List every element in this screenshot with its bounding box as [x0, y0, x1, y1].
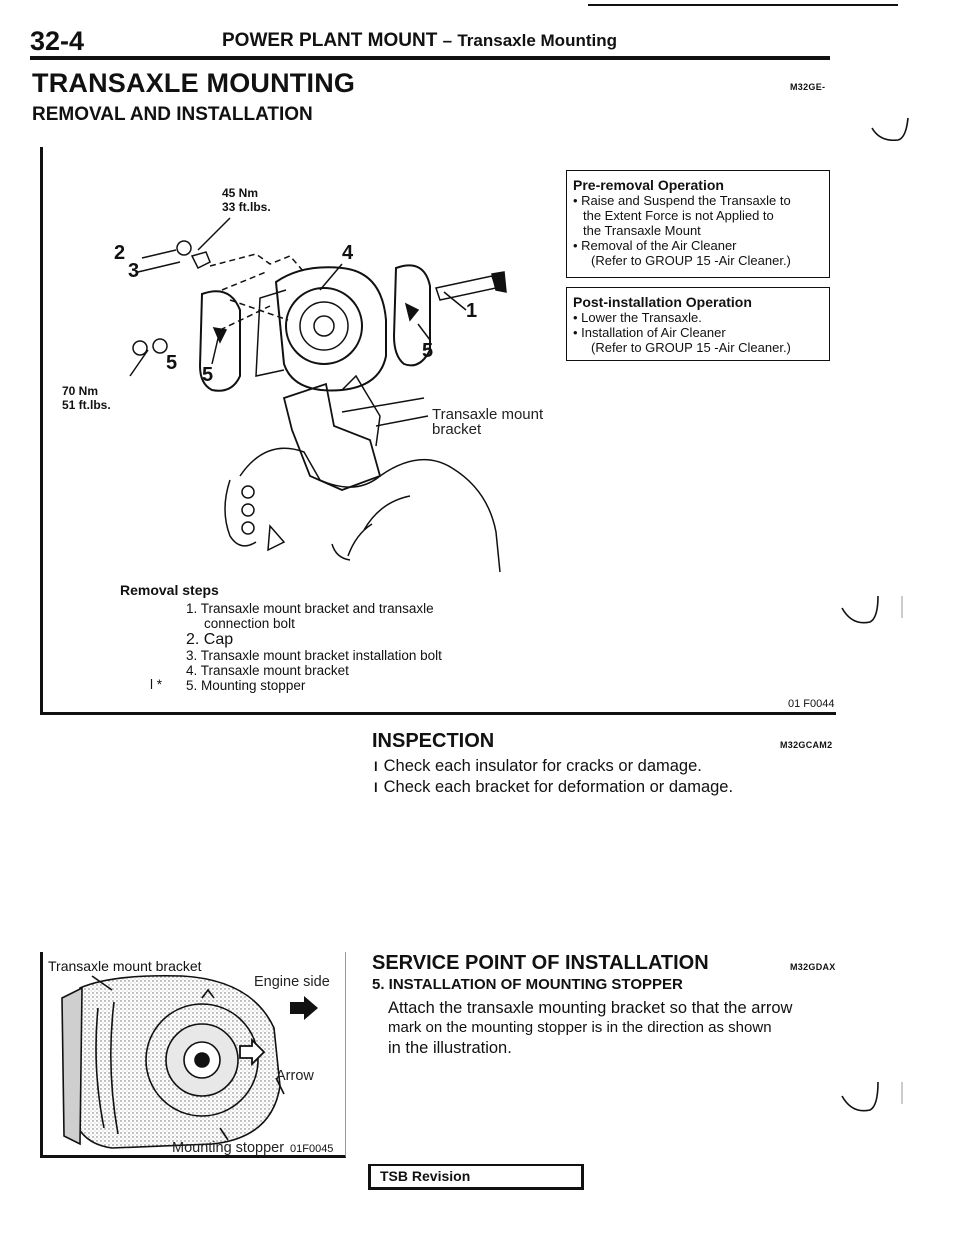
service-point-title: SERVICE POINT OF INSTALLATION	[372, 952, 709, 974]
mounting-stopper-illustration	[52, 968, 342, 1154]
tsb-revision-label: TSB Revision	[380, 1168, 471, 1184]
binder-mark-icon	[868, 112, 918, 152]
post-installation-title: Post-installation Operation	[573, 294, 752, 310]
running-title-sub: Transaxle Mounting	[457, 31, 617, 50]
removal-steps-list	[186, 601, 526, 693]
removal-step: connection bolt	[204, 616, 295, 631]
post-installation-line-3: (Refer to GROUP 15 -Air Cleaner.)	[591, 340, 791, 355]
torque-left	[62, 384, 111, 412]
header-rule	[30, 56, 830, 60]
callout-5-left: 5	[202, 364, 214, 386]
service-body-line: mark on the mounting stopper is in the direction as shown	[388, 1019, 772, 1036]
inspection-title: INSPECTION	[372, 730, 495, 752]
tsb-revision-box	[368, 1164, 584, 1190]
header-top-rule	[588, 4, 898, 6]
service-body-line: in the illustration.	[388, 1039, 512, 1057]
figure2-bracket-label: Transaxle mount bracket	[48, 958, 202, 974]
bracket-label-line2: bracket	[432, 421, 482, 438]
torque-top-ftlbs: 33 ft.lbs.	[222, 200, 271, 214]
section-title: TRANSAXLE MOUNTING	[32, 68, 356, 98]
section-subtitle: REMOVAL AND INSTALLATION	[32, 104, 313, 125]
pre-removal-line-3: the Transaxle Mount	[583, 223, 701, 238]
figure-frame-left	[40, 147, 43, 715]
bracket-label-line1: Transaxle mount	[432, 406, 544, 423]
callout-5-bottom: 5	[166, 352, 178, 374]
section-code: M32GE-	[790, 82, 826, 92]
pre-removal-box	[566, 170, 830, 278]
torque-top-nm: 45 Nm	[222, 186, 259, 200]
figure1-code: 01 F0044	[788, 698, 835, 710]
running-title	[222, 30, 617, 52]
binder-mark-icon	[840, 1076, 910, 1126]
removal-step-marker: l *	[150, 677, 163, 692]
post-installation-line-2: • Installation of Air Cleaner	[573, 325, 726, 340]
pre-removal-title: Pre-removal Operation	[573, 177, 724, 193]
removal-step: 4. Transaxle mount bracket	[186, 663, 349, 678]
running-title-main: POWER PLANT MOUNT	[222, 30, 438, 51]
bracket-label	[432, 407, 543, 437]
service-body	[388, 998, 838, 1058]
figure2-code: 01F0045	[290, 1143, 334, 1155]
figure2-stopper-label: Mounting stopper	[172, 1140, 285, 1156]
callout-5-right: 5	[422, 340, 434, 362]
removal-steps-title: Removal steps	[120, 582, 219, 598]
inspection-code: M32GCAM2	[780, 740, 833, 750]
figure2-arrow-label: Arrow	[276, 1068, 314, 1084]
pre-removal-line-4: • Removal of the Air Cleaner	[573, 238, 737, 253]
inspection-item-text: Check each bracket for deformation or damage.	[383, 778, 734, 796]
pre-removal-line-1: • Raise and Suspend the Transaxle to	[573, 193, 791, 208]
callout-4: 4	[342, 242, 354, 264]
binder-mark-icon	[840, 588, 910, 638]
inspection-list	[374, 756, 834, 798]
service-step-title: 5. INSTALLATION OF MOUNTING STOPPER	[372, 976, 683, 993]
list-item	[374, 756, 834, 777]
list-item	[374, 777, 834, 798]
removal-step: 5. Mounting stopper	[186, 678, 306, 693]
callout-3: 3	[128, 260, 140, 282]
transaxle-mount-exploded-illustration	[80, 180, 540, 580]
torque-left-ftlbs: 51 ft.lbs.	[62, 398, 111, 412]
removal-step: 1. Transaxle mount bracket and transaxle	[186, 601, 434, 616]
post-installation-box	[566, 287, 830, 361]
bullet-icon: l	[374, 759, 378, 774]
running-title-dash: –	[442, 31, 453, 50]
torque-left-nm: 70 Nm	[62, 384, 99, 398]
torque-top	[222, 186, 271, 214]
figure-frame-bottom	[40, 712, 836, 715]
bullet-icon: l	[374, 780, 378, 795]
callout-2: 2	[114, 242, 126, 264]
page-number: 32-4	[30, 26, 85, 56]
pre-removal-line-2: the Extent Force is not Applied to	[583, 208, 774, 223]
inspection-item-text: Check each insulator for cracks or damage.	[383, 757, 702, 775]
engine-side-arrow-icon	[290, 996, 318, 1020]
pre-removal-line-5: (Refer to GROUP 15 -Air Cleaner.)	[591, 253, 791, 268]
figure2-engine-side-label: Engine side	[254, 974, 330, 990]
callout-1: 1	[466, 300, 478, 322]
service-body-line: Attach the transaxle mounting bracket so that the arrow	[388, 999, 793, 1017]
service-point-code: M32GDAX	[790, 962, 836, 972]
removal-step: 3. Transaxle mount bracket installation bolt	[186, 648, 442, 663]
removal-step: 2. Cap	[186, 631, 234, 648]
post-installation-line-1: • Lower the Transaxle.	[573, 310, 702, 325]
